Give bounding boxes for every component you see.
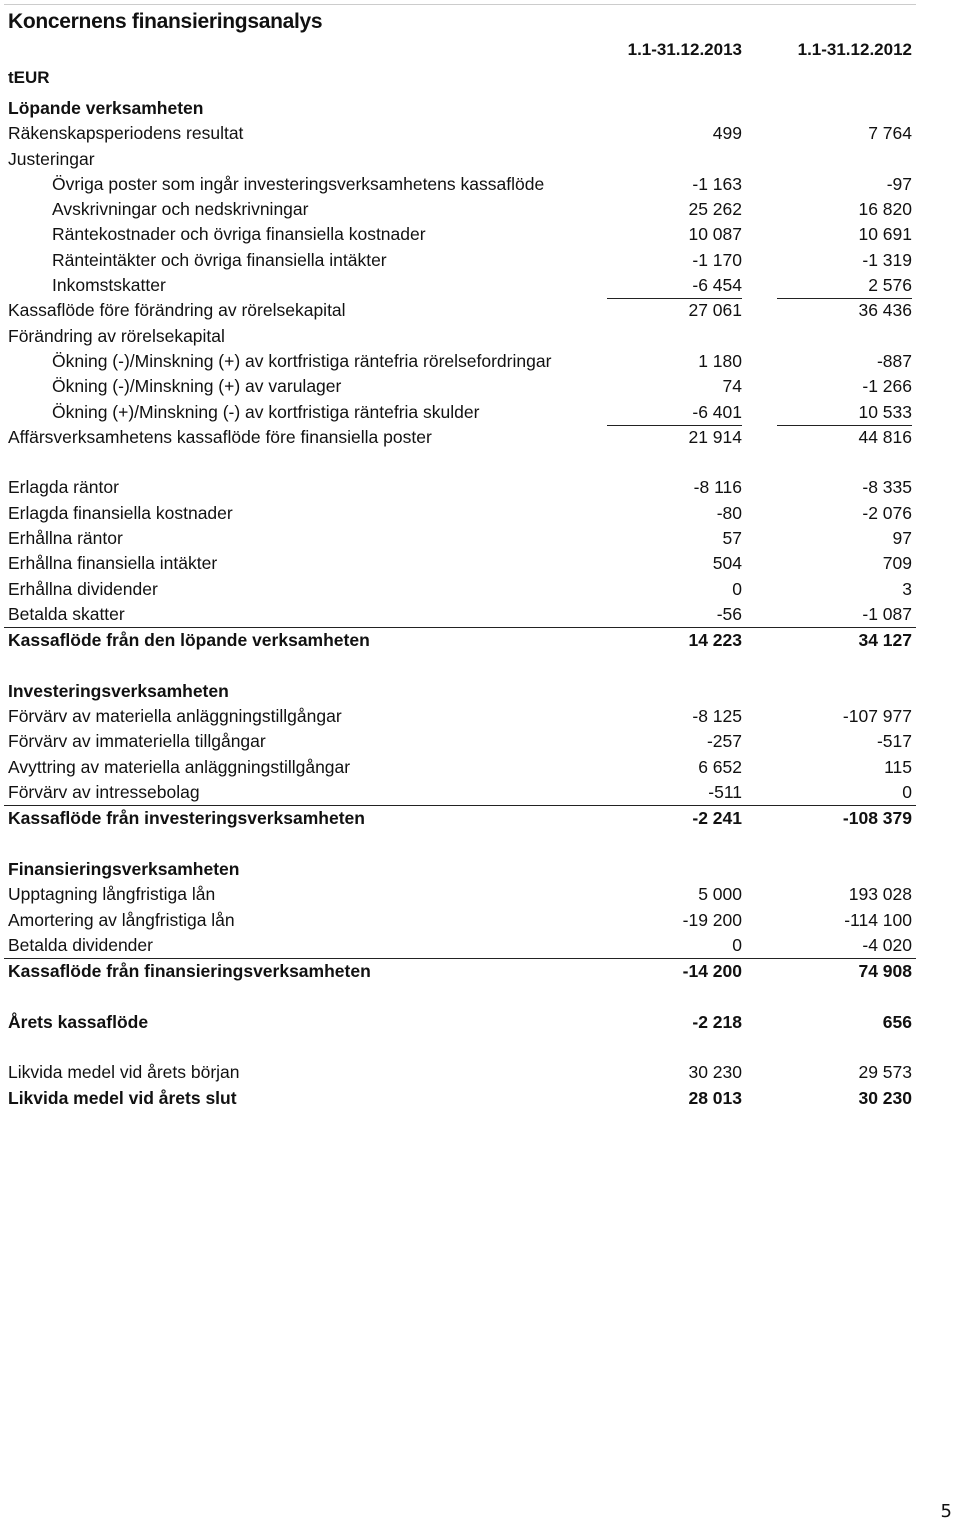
spacer-row (4, 654, 916, 679)
row-label: Likvida medel vid årets slut (8, 1087, 237, 1108)
table-row (4, 1086, 916, 1111)
table-row (4, 147, 916, 172)
value-2013: -6 401 (607, 400, 742, 426)
value-2012: -8 335 (862, 477, 912, 498)
value-2013: -1 170 (692, 249, 742, 270)
table-row (4, 933, 916, 959)
row-label: Betalda skatter (8, 603, 125, 624)
value-2013: -257 (706, 731, 742, 752)
value-2012: 97 (892, 528, 912, 549)
table-row (4, 298, 916, 323)
row-label: Kassaflöde från investeringsverksamheten (8, 808, 365, 829)
financial-statement (4, 6, 916, 1111)
row-label: Likvida medel vid årets början (8, 1062, 240, 1083)
table-row (4, 628, 916, 653)
row-label: Erhållna räntor (8, 528, 123, 549)
table-row (4, 551, 916, 576)
row-label: Förändring av rörelsekapital (8, 325, 225, 346)
row-label: Erlagda finansiella kostnader (8, 502, 233, 523)
value-2013: 504 (712, 553, 742, 574)
table-row (4, 374, 916, 399)
row-label: Erlagda räntor (8, 477, 119, 498)
value-2013: 30 230 (688, 1062, 742, 1083)
row-label: Amortering av långfristiga lån (8, 909, 235, 930)
value-2013: 0 (732, 578, 742, 599)
table-row (4, 882, 916, 907)
value-2012: 10 533 (777, 400, 912, 426)
row-label: Justeringar (8, 148, 95, 169)
spacer-row (4, 450, 916, 475)
value-2012: 16 820 (858, 199, 912, 220)
table-row (4, 501, 916, 526)
value-2013: -80 (716, 502, 742, 523)
value-2013: -2 218 (692, 1011, 742, 1032)
value-2012: 709 (882, 553, 912, 574)
row-label: Affärsverksamhetens kassaflöde före finansiella poster (8, 426, 432, 447)
table-row (4, 602, 916, 628)
row-label: Ökning (-)/Minskning (+) av kortfristiga räntefria rörelsefordringar (52, 350, 552, 371)
row-label: Räntekostnader och övriga finansiella kostnader (52, 224, 426, 245)
column-header-2013: 1.1-31.12.2013 (627, 40, 742, 59)
value-2012: -517 (876, 731, 912, 752)
value-2012: 74 908 (858, 961, 912, 982)
value-2012: 656 (882, 1011, 912, 1032)
table-row (4, 349, 916, 374)
table-row (4, 577, 916, 602)
value-2012: 36 436 (858, 300, 912, 321)
value-2013: -14 200 (682, 961, 742, 982)
table-row (4, 425, 916, 450)
value-2013: -1 163 (692, 173, 742, 194)
row-label: Avskrivningar och nedskrivningar (52, 199, 309, 220)
table-row (4, 96, 916, 121)
value-2013: 27 061 (688, 300, 742, 321)
row-label: Kassaflöde före förändring av rörelsekapital (8, 300, 346, 321)
table-row (4, 526, 916, 551)
value-2012: -114 100 (844, 909, 912, 930)
table-row (4, 273, 916, 298)
value-2012: -2 076 (862, 502, 912, 523)
value-2012: 29 573 (858, 1062, 912, 1083)
table-row (4, 475, 916, 500)
value-2013: -6 454 (607, 273, 742, 299)
table-row (4, 780, 916, 806)
row-label: Förvärv av immateriella tillgångar (8, 731, 266, 752)
row-label: Betalda dividender (8, 934, 153, 955)
value-2012: -1 087 (862, 603, 912, 624)
value-2012: -97 (886, 173, 912, 194)
value-2012: -107 977 (842, 706, 912, 727)
spacer-row (4, 1035, 916, 1060)
row-label: Räkenskapsperiodens resultat (8, 123, 244, 144)
table-row (4, 857, 916, 882)
value-2012: 10 691 (858, 224, 912, 245)
value-2013: 21 914 (688, 426, 742, 447)
value-2012: -887 (876, 350, 912, 371)
row-label: Erhållna finansiella intäkter (8, 553, 218, 574)
row-label: Investeringsverksamheten (8, 680, 229, 701)
column-header (4, 38, 916, 96)
value-2013: -19 200 (682, 909, 742, 930)
value-2013: 6 652 (698, 756, 742, 777)
table-row (4, 1060, 916, 1085)
spacer-row (4, 832, 916, 857)
unit-label: tEUR (8, 68, 50, 87)
row-label: Ökning (+)/Minskning (-) av kortfristiga räntefria skulder (52, 401, 480, 422)
value-2013: -8 116 (693, 477, 742, 498)
value-2012: 44 816 (858, 426, 912, 447)
table-row (4, 400, 916, 425)
row-label: Upptagning långfristiga lån (8, 884, 216, 905)
row-label: Ränteintäkter och övriga finansiella intäkter (52, 249, 387, 270)
value-2013: 14 223 (688, 630, 742, 651)
table-row (4, 806, 916, 831)
table-row (4, 679, 916, 704)
value-2012: -4 020 (862, 934, 912, 955)
value-2012: -108 379 (842, 808, 912, 829)
value-2012: 7 764 (868, 123, 912, 144)
row-label: Årets kassaflöde (8, 1011, 149, 1032)
value-2013: 74 (722, 376, 742, 397)
row-label: Löpande verksamheten (8, 98, 204, 118)
value-2013: -2 241 (692, 808, 742, 829)
page-number: 5 (940, 1501, 952, 1522)
table-row (4, 704, 916, 729)
value-2013: 5 000 (698, 884, 742, 905)
value-2013: 28 013 (688, 1087, 742, 1108)
value-2013: -56 (716, 603, 742, 624)
table-row (4, 729, 916, 754)
top-border (4, 4, 916, 5)
table-row (4, 959, 916, 984)
row-label: Avyttring av materiella anläggningstillgångar (8, 756, 351, 777)
row-label: Finansieringsverksamheten (8, 858, 240, 879)
value-2013: -511 (708, 782, 742, 803)
table-row (4, 908, 916, 933)
value-2013: 10 087 (688, 224, 742, 245)
column-header-2012: 1.1-31.12.2012 (797, 40, 912, 59)
row-label: Inkomstskatter (52, 275, 166, 296)
value-2012: 3 (902, 578, 912, 599)
row-label: Kassaflöde från den löpande verksamheten (8, 630, 370, 651)
table-row (4, 755, 916, 780)
spacer-row (4, 984, 916, 1009)
table-row (4, 248, 916, 273)
value-2012: 30 230 (858, 1087, 912, 1108)
value-2012: -1 266 (862, 376, 912, 397)
row-label: Erhållna dividender (8, 578, 158, 599)
value-2013: 499 (712, 123, 742, 144)
table-row (4, 197, 916, 222)
row-label: Förvärv av intressebolag (8, 782, 200, 803)
value-2013: 1 180 (698, 350, 742, 371)
statement-rows (4, 96, 916, 1111)
value-2012: -1 319 (862, 249, 912, 270)
value-2012: 0 (902, 782, 912, 803)
table-row (4, 222, 916, 247)
value-2013: 57 (722, 528, 742, 549)
row-label: Övriga poster som ingår investeringsverksamhetens kassaflöde (52, 173, 545, 194)
value-2012: 2 576 (777, 273, 912, 299)
row-label: Ökning (-)/Minskning (+) av varulager (52, 376, 342, 397)
table-row (4, 121, 916, 146)
value-2012: 34 127 (858, 630, 912, 651)
table-row (4, 324, 916, 349)
table-row (4, 1010, 916, 1035)
value-2013: 25 262 (688, 199, 742, 220)
page-title: Koncernens finansieringsanalys (8, 10, 323, 33)
value-2013: 0 (732, 934, 742, 955)
row-label: Kassaflöde från finansieringsverksamheten (8, 961, 371, 982)
row-label: Förvärv av materiella anläggningstillgångar (8, 706, 342, 727)
value-2012: 193 028 (848, 884, 912, 905)
value-2013: -8 125 (692, 706, 742, 727)
table-row (4, 172, 916, 197)
value-2012: 115 (884, 756, 912, 777)
